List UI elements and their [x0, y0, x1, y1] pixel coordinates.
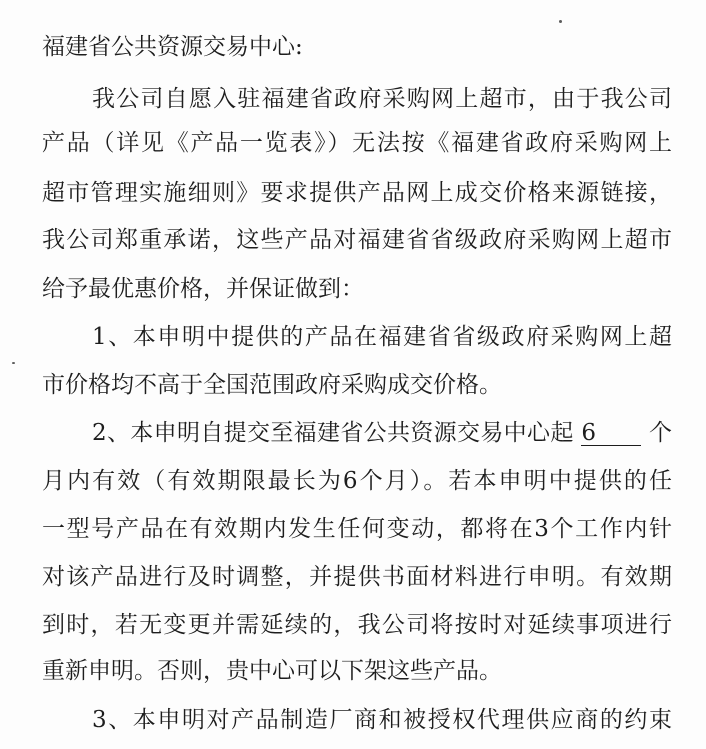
- salutation: 福建省公共资源交易中心:: [42, 34, 303, 60]
- item1-line: 1、本申明中提供的产品在福建省省级政府采购网上超: [92, 324, 672, 350]
- paragraph-line: 我公司自愿入驻福建省政府采购网上超市，由于我公司: [92, 86, 672, 112]
- item2-line: 到时，若无变更并需延续的，我公司将按时对延续事项进行: [42, 612, 672, 638]
- months-blank: 6: [581, 421, 641, 446]
- item2-first-line: [92, 418, 672, 448]
- item2-line: 一型号产品在有效期内发生任何变动，都将在3个工作内针: [42, 516, 672, 542]
- item1-line: 市价格均不高于全国范围政府采购成交价格。: [42, 372, 502, 398]
- paragraph-line: 给予最优惠价格，并保证做到：: [42, 276, 364, 302]
- item2-text-after: 个: [649, 420, 672, 446]
- paragraph-line: 超市管理实施细则》要求提供产品网上成交价格来源链接，: [42, 180, 672, 206]
- paragraph-line: 产品（详见《产品一览表》）无法按《福建省政府采购网上: [42, 130, 672, 156]
- item2-text-before: 2、本申明自提交至福建省公共资源交易中心起: [92, 420, 574, 446]
- item3-line: 3、本申明对产品制造厂商和被授权代理供应商的约束: [92, 707, 672, 733]
- item2-line: 对该产品进行及时调整，并提供书面材料进行申明。有效期: [42, 564, 672, 590]
- scan-speck: [12, 362, 15, 364]
- scan-speck: [559, 20, 562, 23]
- item2-line: 月内有效（有效期限最长为6个月）。若本申明中提供的任: [42, 468, 672, 494]
- paragraph-line: 我公司郑重承诺，这些产品对福建省省级政府采购网上超市: [42, 227, 672, 253]
- item2-line: 重新申明。否则，贵中心可以下架这些产品。: [42, 658, 502, 684]
